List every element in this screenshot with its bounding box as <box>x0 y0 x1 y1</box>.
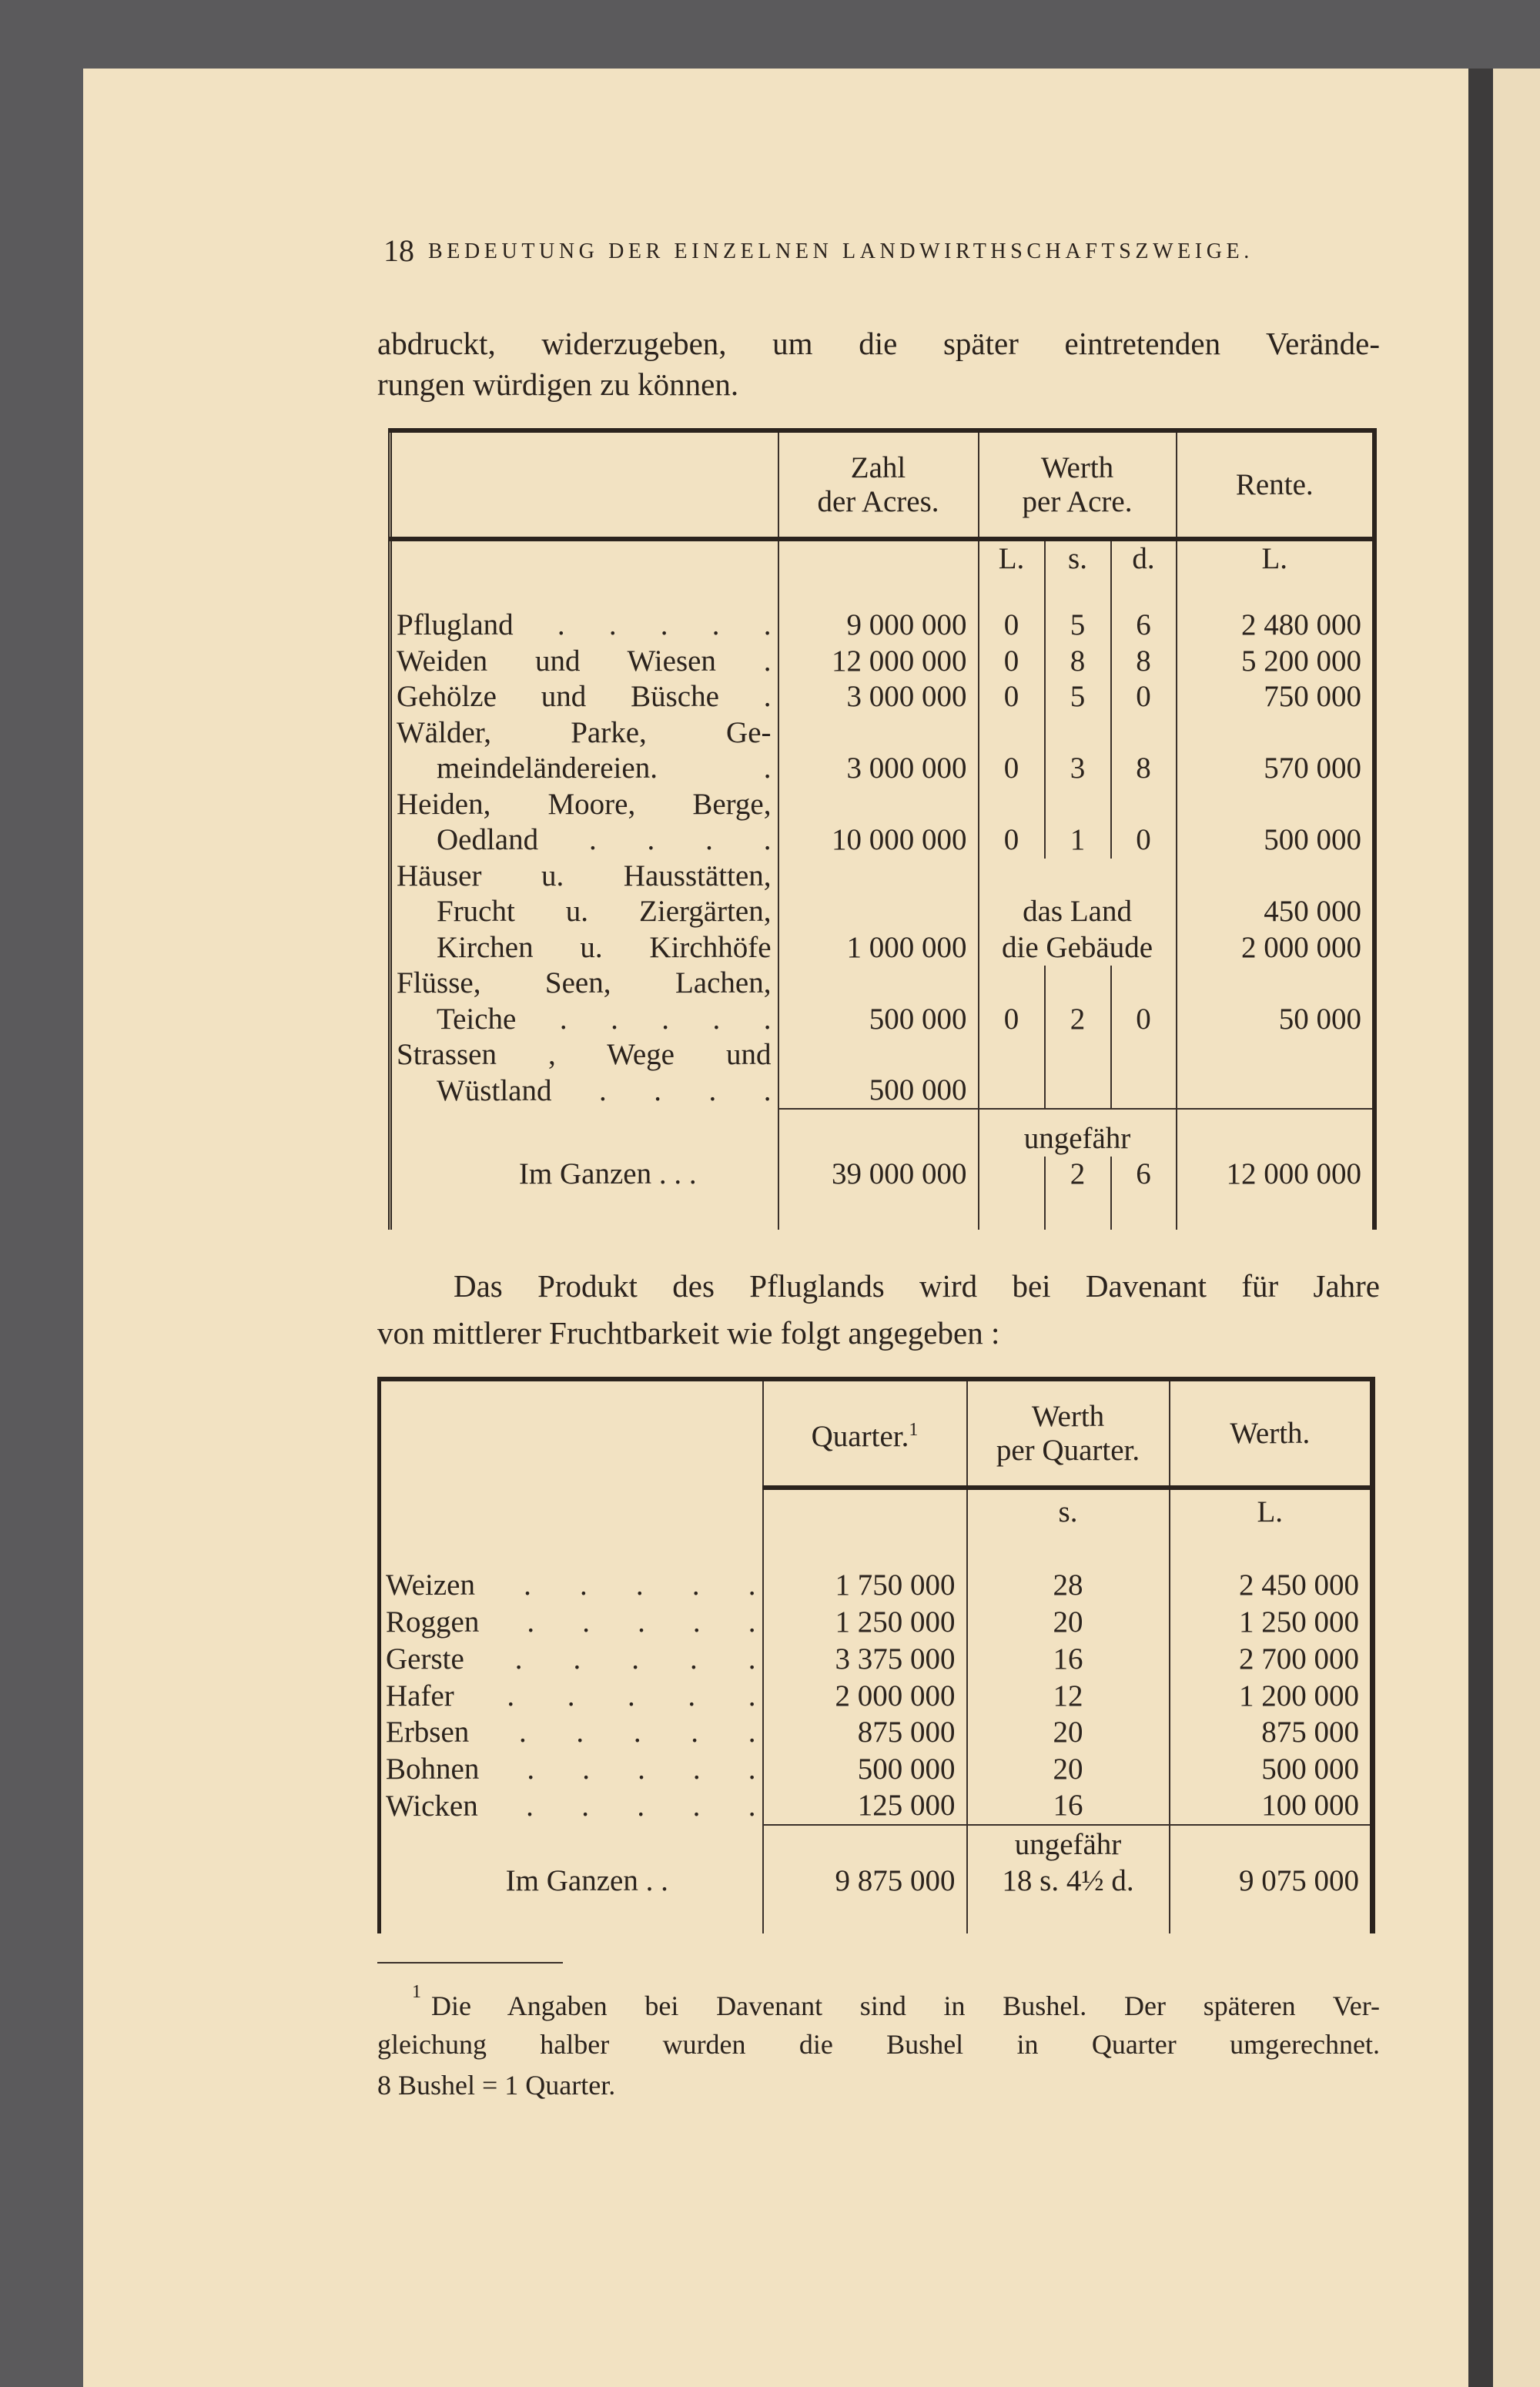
quarter: 125 000 <box>763 1788 967 1825</box>
total-acres: 39 000 000 <box>778 1157 979 1193</box>
value-s: 1 <box>1045 787 1111 859</box>
page-gutter <box>1468 69 1493 2387</box>
row-label: Strassen , Wege und Wüstland . . . . <box>397 1038 772 1107</box>
row-label: Weizen . . . . . <box>386 1568 756 1602</box>
value-s: 5 <box>1045 679 1111 715</box>
value: 875 000 <box>1170 1714 1373 1751</box>
value: 100 000 <box>1170 1788 1373 1825</box>
quarter: 3 375 000 <box>763 1641 967 1678</box>
header-quarter-label: Quarter. <box>811 1420 909 1453</box>
value-d: 8 <box>1111 644 1177 680</box>
footnote-line-2: gleichung halber wurden die Bushel in Quarter umgerechnet. <box>377 2029 1380 2060</box>
value: 1 250 000 <box>1170 1604 1373 1641</box>
total-note: ungefähr <box>967 1825 1170 1863</box>
value-L: 0 <box>979 679 1045 715</box>
acres: 500 000 <box>778 966 979 1037</box>
footnote-marker[interactable]: 1 <box>909 1420 919 1440</box>
rent: 450 000 2 000 000 <box>1177 859 1374 966</box>
value-L: 0 <box>979 608 1045 644</box>
table-row <box>390 787 1375 859</box>
table2-units <box>380 1488 1373 1567</box>
value-d: 8 <box>1111 715 1177 787</box>
value-d: 6 <box>1111 608 1177 644</box>
table-row <box>380 1567 1373 1604</box>
total-note-row <box>390 1109 1375 1157</box>
table-row <box>390 644 1375 680</box>
table-row <box>390 1037 1375 1109</box>
row-label: Roggen . . . . . <box>386 1605 756 1639</box>
value-L: 0 <box>979 715 1045 787</box>
table-row <box>390 715 1375 787</box>
per-quarter: 28 <box>967 1567 1170 1604</box>
acres: 500 000 <box>778 1037 979 1109</box>
total-rent: 12 000 000 <box>1177 1157 1374 1193</box>
unit-d: d. <box>1111 539 1177 608</box>
per-quarter: 16 <box>967 1788 1170 1825</box>
running-title: BEDEUTUNG DER EINZELNEN LANDWIRTHSCHAFTSZWEIGE. <box>428 239 1254 263</box>
table-row <box>380 1788 1373 1825</box>
table1-header <box>390 430 1375 539</box>
header-value-per-quarter: Werth per Quarter. <box>967 1379 1170 1488</box>
row-label: Erbsen . . . . . <box>386 1716 756 1749</box>
per-quarter: 16 <box>967 1641 1170 1678</box>
value: 1 200 000 <box>1170 1677 1373 1714</box>
row-label: Gehölze und Büsche . <box>397 680 772 713</box>
row-label: Hafer . . . . . <box>386 1679 756 1712</box>
total-label: Im Ganzen . . . <box>518 1157 697 1190</box>
row-label: Bohnen . . . . . <box>386 1753 756 1786</box>
acres: 3 000 000 <box>778 679 979 715</box>
row-label: Pflugland . . . . . <box>397 608 772 641</box>
header-rent: Rente. <box>1177 430 1374 539</box>
acres: 9 000 000 <box>778 608 979 644</box>
page-number: 18 <box>383 233 414 268</box>
value-L: 0 <box>979 644 1045 680</box>
table-row <box>390 966 1375 1037</box>
total-value: 9 075 000 <box>1170 1863 1373 1900</box>
per-quarter: 20 <box>967 1604 1170 1641</box>
footnote-number: 1 <box>412 1982 421 2002</box>
table-row <box>390 679 1375 715</box>
total-quarter: 9 875 000 <box>763 1863 967 1900</box>
land-rent-table <box>388 428 1377 1230</box>
row-label: Heiden, Moore, Berge, Oedland . . . . <box>397 787 772 856</box>
total-per-quarter: 18 s. 4½ d. <box>967 1863 1170 1900</box>
footnote-line-1: Die Angaben bei Davenant sind in Bushel. Der späteren Ver- <box>431 1990 1380 2021</box>
header-acres: Zahl der Acres. <box>778 430 979 539</box>
unit-L: L. <box>979 539 1045 608</box>
acres: 3 000 000 <box>778 715 979 787</box>
table-row <box>380 1677 1373 1714</box>
value-s: 5 <box>1045 608 1111 644</box>
unit-s: s. <box>967 1488 1170 1567</box>
value-d: 0 <box>1111 787 1177 859</box>
table-row <box>390 859 1375 966</box>
acres: 1 000 000 <box>778 859 979 966</box>
header-value: Werth. <box>1170 1379 1373 1488</box>
quarter: 2 000 000 <box>763 1677 967 1714</box>
quarter: 875 000 <box>763 1714 967 1751</box>
row-label: Wälder, Parke, Ge- meindeländereien. . <box>397 715 772 785</box>
value: 500 000 <box>1170 1751 1373 1788</box>
rent: 50 000 <box>1177 966 1374 1037</box>
per-quarter: 12 <box>967 1677 1170 1714</box>
row-label: Flüsse, Seen, Lachen, Teiche . . . . . <box>397 966 772 1036</box>
table-row <box>380 1641 1373 1678</box>
table-row <box>380 1604 1373 1641</box>
value-d: 0 <box>1111 679 1177 715</box>
unit-s: s. <box>1045 539 1111 608</box>
header-quarter <box>763 1379 967 1488</box>
row-label: Häuser u. Hausstätten, Frucht u. Ziergärten, Kirchen u. Kirchhöfe <box>397 859 772 964</box>
row-label: Gerste . . . . . <box>386 1642 756 1676</box>
value-L: 0 <box>979 966 1045 1037</box>
acres: 12 000 000 <box>778 644 979 680</box>
total-note-row <box>380 1825 1373 1863</box>
rent: 570 000 <box>1177 715 1374 787</box>
quarter: 500 000 <box>763 1751 967 1788</box>
intro-line-2: rungen würdigen zu können. <box>377 367 739 402</box>
acres: 10 000 000 <box>778 787 979 859</box>
total-s: 2 <box>1045 1157 1111 1193</box>
table1-units <box>390 539 1375 608</box>
value: 2 700 000 <box>1170 1641 1373 1678</box>
rent: 750 000 <box>1177 679 1374 715</box>
header-value-per-acre: Werth per Acre. <box>979 430 1177 539</box>
paragraph2-line-2: von mittlerer Fruchtbarkeit wie folgt angegeben : <box>377 1315 1000 1351</box>
paragraph2-line-1: Das Produkt des Pfluglands wird bei Davenant für Jahre <box>454 1268 1380 1304</box>
value-L: 0 <box>979 787 1045 859</box>
facing-page-edge <box>1493 69 1540 2387</box>
crop-yield-table <box>377 1377 1375 1933</box>
row-label: Wicken . . . . . <box>386 1789 756 1823</box>
table-row <box>390 608 1375 644</box>
unit-L: L. <box>1170 1488 1373 1567</box>
intro-line-1: abdruckt, widerzugeben, um die später eintretenden Verände- <box>377 326 1380 361</box>
total-label: Im Ganzen . . <box>505 1864 668 1898</box>
value: 2 450 000 <box>1170 1567 1373 1604</box>
footnote-line-3: 8 Bushel = 1 Quarter. <box>377 2070 616 2101</box>
row-label: Weiden und Wiesen . <box>397 644 772 678</box>
rent: 2 480 000 <box>1177 608 1374 644</box>
rent: 5 200 000 <box>1177 644 1374 680</box>
value-s: 8 <box>1045 644 1111 680</box>
quarter: 1 750 000 <box>763 1567 967 1604</box>
footnote-rule <box>377 1962 563 1964</box>
total-d: 6 <box>1111 1157 1177 1193</box>
table-row <box>380 1751 1373 1788</box>
table-row <box>380 1714 1373 1751</box>
rent: 500 000 <box>1177 787 1374 859</box>
unit-rent: L. <box>1177 539 1374 608</box>
value-text: das Land die Gebäude <box>979 859 1177 966</box>
value-s: 3 <box>1045 715 1111 787</box>
quarter: 1 250 000 <box>763 1604 967 1641</box>
per-quarter: 20 <box>967 1751 1170 1788</box>
table2-header <box>380 1379 1373 1488</box>
total-note: ungefähr <box>979 1109 1177 1157</box>
per-quarter: 20 <box>967 1714 1170 1751</box>
value-s: 2 <box>1045 966 1111 1037</box>
header-blank <box>390 430 778 539</box>
value-d: 0 <box>1111 966 1177 1037</box>
